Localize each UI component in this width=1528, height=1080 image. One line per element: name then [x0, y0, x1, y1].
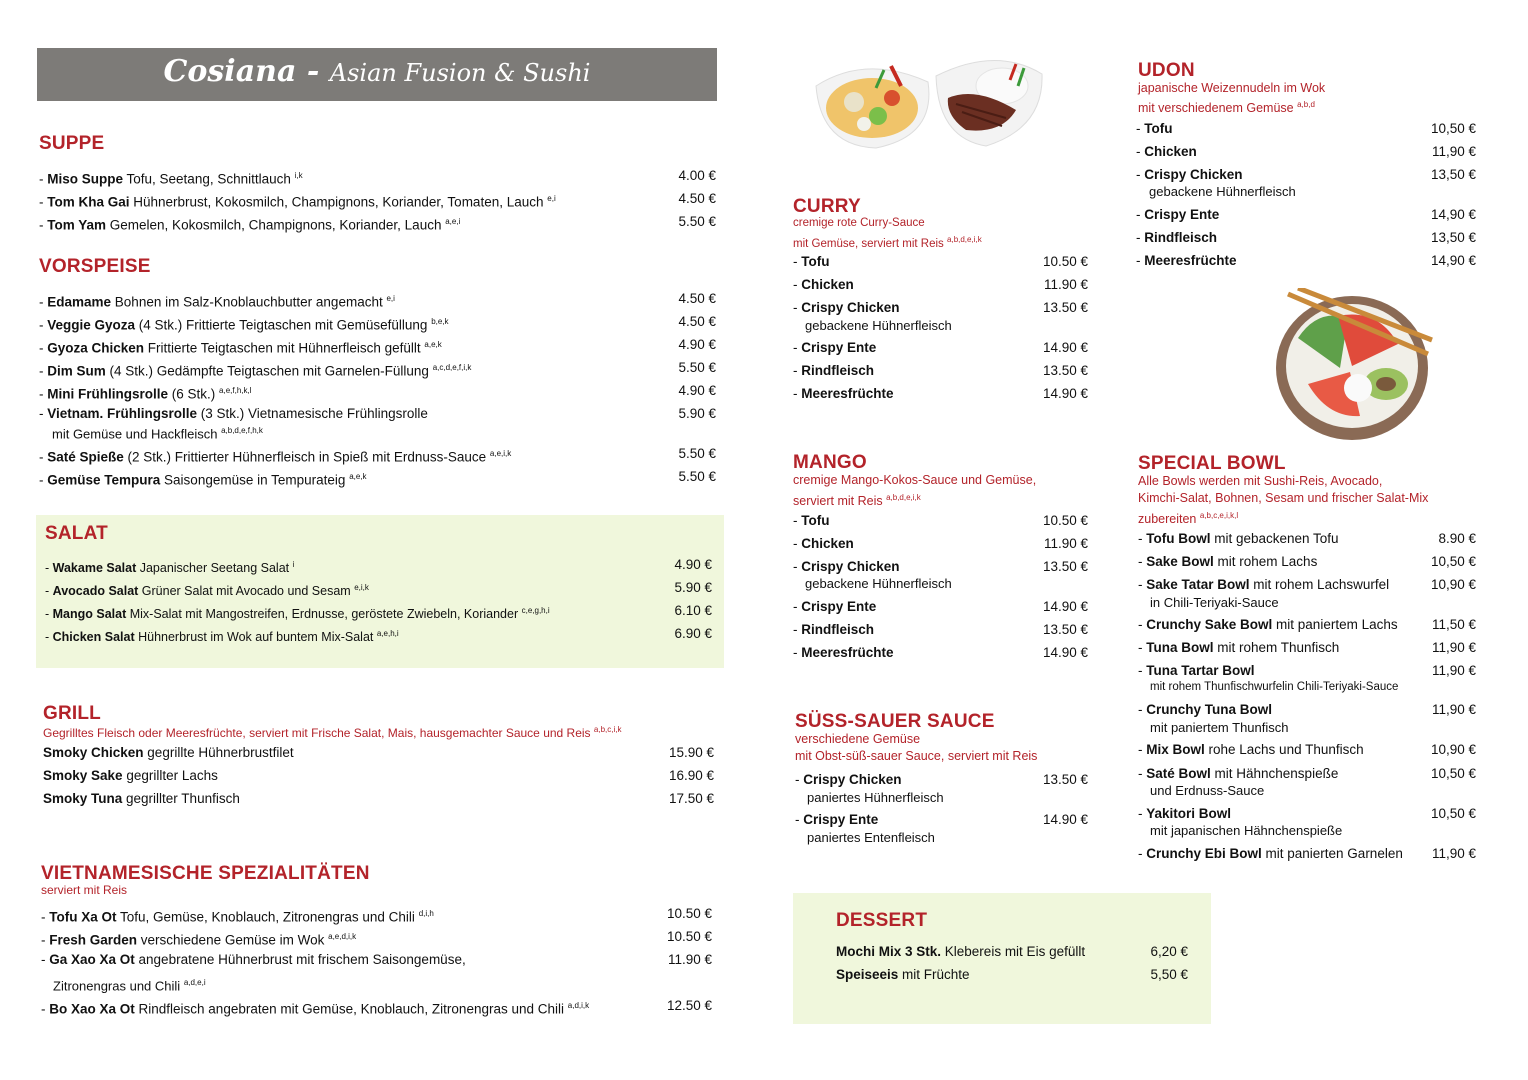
- item-price: 4.50 €: [678, 314, 716, 329]
- menu-item: - Sake Bowl mit rohem Lachs: [1138, 554, 1318, 569]
- section-title-dessert: DESSERT: [836, 910, 928, 931]
- menu-item: - Crispy Ente: [1136, 207, 1220, 222]
- menu-item: - Tofu: [1136, 121, 1173, 136]
- menu-item: - Mango Salat Mix-Salat mit Mangostreifen, Erdnusse, geröstete Zwiebeln, Koriander $^{c,e,g,h,i}$: [45, 606, 550, 622]
- item-price: 13.50 €: [1042, 772, 1088, 787]
- item-price: 11,90 €: [1431, 846, 1476, 861]
- item-price: 14,90 €: [1430, 207, 1476, 222]
- menu-item: - Tuna Tartar Bowl: [1138, 663, 1255, 678]
- menu-item: - Crispy Chicken: [795, 772, 902, 787]
- menu-item: - Crispy Chicken: [793, 559, 900, 574]
- item-price: 14.90 €: [1042, 386, 1088, 401]
- item-price: 10.50 €: [1042, 513, 1088, 528]
- item-price: 5.50 €: [678, 360, 716, 375]
- item-price: 6.10 €: [674, 603, 712, 618]
- item-price: 4.90 €: [678, 383, 716, 398]
- menu-item: - Chicken: [1136, 144, 1197, 159]
- item-price: 10,50 €: [1430, 554, 1476, 569]
- menu-item: - Rindfleisch: [793, 622, 875, 637]
- menu-item: - Tom Yam Gemelen, Kokosmilch, Champignons, Koriander, Lauch $^{a,e,i}$: [39, 217, 461, 233]
- menu-item: - Chicken: [793, 536, 854, 551]
- item-price: 5.50 €: [678, 469, 716, 484]
- item-price: 11.90 €: [1043, 536, 1088, 551]
- menu-banner: [37, 48, 717, 101]
- section-description: serviert mit Reis: [41, 883, 128, 897]
- item-price: 14.90 €: [1042, 645, 1088, 660]
- item-price: 10.50 €: [1042, 254, 1088, 269]
- item-price: 10,50 €: [1430, 121, 1476, 136]
- menu-item: Speiseeis mit Früchte: [836, 967, 970, 982]
- item-price: 11.90 €: [667, 952, 712, 967]
- menu-item: - Tuna Bowl mit rohem Thunfisch: [1138, 640, 1340, 655]
- section-description: Gegrilltes Fleisch oder Meeresfrüchte, serviert mit Frische Salat, Mais, hausgemachter Sauce und Reis $^{a,b,c,i,k}$: [43, 725, 622, 740]
- menu-item: - Rindfleisch: [1136, 230, 1218, 245]
- menu-item: - Crispy Chicken: [793, 300, 900, 315]
- item-note: mit Gemüse und Hackfleisch $^{a,b,d,e,f,h,k}$: [52, 426, 263, 442]
- section-description: japanische Weizennudeln im Wok: [1138, 81, 1326, 95]
- menu-item: - Chicken Salat Hühnerbrust im Wok auf buntem Mix-Salat $^{a,e,h,i}$: [45, 629, 399, 645]
- item-note: gebackene Hühnerfleisch: [805, 576, 952, 591]
- menu-item: - Chicken: [793, 277, 854, 292]
- menu-item: - Miso Suppe Tofu, Seetang, Schnittlauch $^{i,k}$: [39, 171, 303, 187]
- menu-item: - Sake Tatar Bowl mit rohem Lachswurfel: [1138, 577, 1390, 592]
- item-price: 5,50 €: [1150, 967, 1188, 982]
- brand-name: Cosiana: [163, 54, 297, 89]
- section-description: verschiedene Gemüse: [795, 732, 921, 746]
- section-description: cremige rote Curry-Sauce: [793, 217, 925, 229]
- menu-item: - Tofu: [793, 254, 830, 269]
- menu-item: - Meeresfrüchte: [793, 386, 894, 401]
- section-description: Kimchi-Salat, Bohnen, Sesam und frischer Salat-Mix: [1138, 491, 1429, 505]
- item-price: 10,50 €: [1430, 806, 1476, 821]
- menu-item: - Saté Spieße (2 Stk.) Frittierter Hühnerfleisch in Spieß mit Erdnuss-Sauce $^{a,e,i,k}$: [39, 449, 512, 465]
- item-price: 13,50 €: [1430, 167, 1476, 182]
- section-title-mango: MANGO: [793, 452, 867, 473]
- item-price: 17.50 €: [668, 791, 714, 806]
- item-note: mit paniertem Thunfisch: [1150, 720, 1289, 735]
- menu-item: - Wakame Salat Japanischer Seetang Salat $^i$: [45, 560, 295, 576]
- item-note: paniertes Hühnerfleisch: [807, 790, 944, 805]
- menu-item: - Tom Kha Gai Hühnerbrust, Kokosmilch, Champignons, Koriander, Tomaten, Lauch $^{e,i}$: [39, 194, 556, 210]
- menu-item: Smoky Tuna gegrillter Thunfisch: [43, 791, 240, 806]
- menu-item: - Edamame Bohnen im Salz-Knoblauchbutter angemacht $^{e,i}$: [39, 294, 395, 310]
- menu-item: - Avocado Salat Grüner Salat mit Avocado und Sesam $^{e,i,k}$: [45, 583, 369, 599]
- curry-plate: [816, 66, 929, 148]
- menu-item: - Mix Bowl rohe Lachs und Thunfisch: [1138, 742, 1364, 757]
- duck-plate: [936, 60, 1042, 146]
- section-title-suppe: SUPPE: [39, 133, 105, 154]
- item-price: 11,90 €: [1431, 702, 1476, 717]
- menu-item: - Crispy Chicken: [1136, 167, 1243, 182]
- item-price: 16.90 €: [668, 768, 714, 783]
- menu-item: - Crispy Ente: [793, 599, 877, 614]
- item-price: 14.90 €: [1042, 812, 1088, 827]
- item-price: 4.90 €: [678, 337, 716, 352]
- menu-item: - Rindfleisch: [793, 363, 875, 378]
- item-price: 5.50 €: [678, 446, 716, 461]
- menu-item: Smoky Chicken gegrillte Hühnerbrustfilet: [43, 745, 294, 760]
- menu-item: - Meeresfrüchte: [1136, 253, 1237, 268]
- section-description: mit Obst-süß-sauer Sauce, serviert mit Reis: [795, 749, 1038, 763]
- item-price: 11,90 €: [1431, 144, 1476, 159]
- item-price: 10.50 €: [666, 906, 712, 921]
- food-photo-plates: [806, 46, 1046, 156]
- item-price: 4.90 €: [674, 557, 712, 572]
- item-price: 14.90 €: [1042, 599, 1088, 614]
- item-price: 13.50 €: [1042, 363, 1088, 378]
- item-price: 12.50 €: [666, 998, 712, 1013]
- menu-item: - Meeresfrüchte: [793, 645, 894, 660]
- menu-item: - Fresh Garden verschiedene Gemüse im Wok $^{a,e,d,i,k}$: [41, 932, 357, 948]
- menu-item: - Vietnam. Frühlingsrolle (3 Stk.) Vietnamesische Frühlingsrolle: [39, 406, 428, 421]
- section-title-grill: GRILL: [43, 703, 101, 724]
- item-note: gebackene Hühnerfleisch: [805, 318, 952, 333]
- item-price: 10.50 €: [666, 929, 712, 944]
- item-note: mit rohem Thunfischwurfelin Chili-Teriyaki-Sauce: [1150, 681, 1399, 693]
- item-price: 4.00 €: [678, 168, 716, 183]
- menu-item: - Bo Xao Xa Ot Rindfleisch angebraten mit Gemüse, Knoblauch, Zitronengras und Chili $^{a,d,i,k}$: [41, 1001, 590, 1017]
- item-note: und Erdnuss-Sauce: [1150, 783, 1265, 798]
- menu-item: - Gyoza Chicken Frittierte Teigtaschen mit Hühnerfleisch gefüllt $^{a,e,k}$: [39, 340, 442, 356]
- menu-item: - Crunchy Sake Bowl mit paniertem Lachs: [1138, 617, 1398, 632]
- menu-item: - Yakitori Bowl: [1138, 806, 1232, 821]
- item-price: 13,50 €: [1430, 230, 1476, 245]
- item-note: mit japanischen Hähnchenspieße: [1150, 823, 1343, 838]
- section-description: serviert mit Reis $^{a,b,d,e,i,k}$: [793, 493, 921, 509]
- menu-item: - Dim Sum (4 Stk.) Gedämpfte Teigtaschen mit Garnelen-Füllung $^{a,c,d,e,f,i,k}$: [39, 363, 472, 379]
- section-description: zubereiten $^{a,b,c,e,i,k,l}$: [1138, 511, 1239, 527]
- section-title-salat: SALAT: [45, 523, 108, 544]
- section-title-viet: VIETNAMESISCHE SPEZIALITÄTEN: [41, 863, 370, 884]
- item-price: 13.50 €: [1042, 622, 1088, 637]
- food-photo-bowl: [1268, 288, 1434, 444]
- item-price: 14.90 €: [1042, 340, 1088, 355]
- item-price: 6.90 €: [674, 626, 712, 641]
- menu-item: - Crispy Ente: [793, 340, 877, 355]
- item-price: 13.50 €: [1042, 559, 1088, 574]
- item-price: 6,20 €: [1150, 944, 1188, 959]
- banner-tagline: Asian Fusion & Sushi: [329, 59, 591, 87]
- banner-title: Cosiana - Asian Fusion & Sushi: [163, 54, 591, 89]
- section-description: mit verschiedenem Gemüse $^{a,b,d}$: [1138, 100, 1315, 116]
- menu-item: - Crunchy Ebi Bowl mit panierten Garnelen: [1138, 846, 1403, 861]
- item-note: Zitronengras und Chili $^{a,d,e,i}$: [53, 978, 206, 994]
- item-price: 8.90 €: [1438, 531, 1476, 546]
- item-price: 11,90 €: [1431, 640, 1476, 655]
- section-description: mit Gemüse, serviert mit Reis $^{a,b,d,e,i,k}$: [793, 235, 982, 250]
- item-price: 4.50 €: [678, 291, 716, 306]
- item-note: in Chili-Teriyaki-Sauce: [1150, 595, 1279, 610]
- menu-item: - Crunchy Tuna Bowl: [1138, 702, 1273, 717]
- section-description: Alle Bowls werden mit Sushi-Reis, Avocado,: [1138, 474, 1383, 488]
- item-price: 13.50 €: [1042, 300, 1088, 315]
- item-price: 11.90 €: [1043, 277, 1088, 292]
- item-price: 11,90 €: [1431, 663, 1476, 678]
- item-price: 5.90 €: [674, 580, 712, 595]
- menu-item: - Tofu: [793, 513, 830, 528]
- section-description: cremige Mango-Kokos-Sauce und Gemüse,: [793, 473, 1037, 487]
- menu-item: - Saté Bowl mit Hähnchenspieße: [1138, 766, 1339, 781]
- menu-item: - Mini Frühlingsrolle (6 Stk.) $^{a,e,f,h,k,l}$: [39, 386, 252, 402]
- item-price: 11,50 €: [1431, 617, 1476, 632]
- menu-item: - Gemüse Tempura Saisongemüse in Tempurateig $^{a,e,k}$: [39, 472, 367, 488]
- section-title-special-bowl: SPECIAL BOWL: [1138, 453, 1286, 474]
- item-price: 10,50 €: [1430, 766, 1476, 781]
- item-note: paniertes Entenfleisch: [807, 830, 935, 845]
- item-price: 14,90 €: [1430, 253, 1476, 268]
- section-title-vorspeise: VORSPEISE: [39, 256, 151, 277]
- item-price: 5.90 €: [678, 406, 716, 421]
- menu-item: Smoky Sake gegrillter Lachs: [43, 768, 218, 783]
- menu-item: - Tofu Bowl mit gebackenen Tofu: [1138, 531, 1339, 546]
- section-title-curry: CURRY: [793, 196, 861, 217]
- menu-item: Mochi Mix 3 Stk. Klebereis mit Eis gefüllt: [836, 944, 1086, 959]
- item-price: 4.50 €: [678, 191, 716, 206]
- menu-item: - Crispy Ente: [795, 812, 879, 827]
- item-price: 10,90 €: [1430, 577, 1476, 592]
- menu-item: - Ga Xao Xa Ot angebratene Hühnerbrust mit frischem Saisongemüse,: [41, 952, 466, 967]
- section-title-udon: UDON: [1138, 60, 1195, 81]
- item-price: 5.50 €: [678, 214, 716, 229]
- menu-item: - Veggie Gyoza (4 Stk.) Frittierte Teigtaschen mit Gemüsefüllung $^{b,e,k}$: [39, 317, 449, 333]
- item-note: gebackene Hühnerfleisch: [1149, 184, 1296, 199]
- item-price: 10,90 €: [1430, 742, 1476, 757]
- menu-item: - Tofu Xa Ot Tofu, Gemüse, Knoblauch, Zitronengras und Chili $^{d,i,h}$: [41, 909, 434, 925]
- item-price: 15.90 €: [668, 745, 714, 760]
- section-title-suess-sauer: SÜSS-SAUER SAUCE: [795, 711, 995, 732]
